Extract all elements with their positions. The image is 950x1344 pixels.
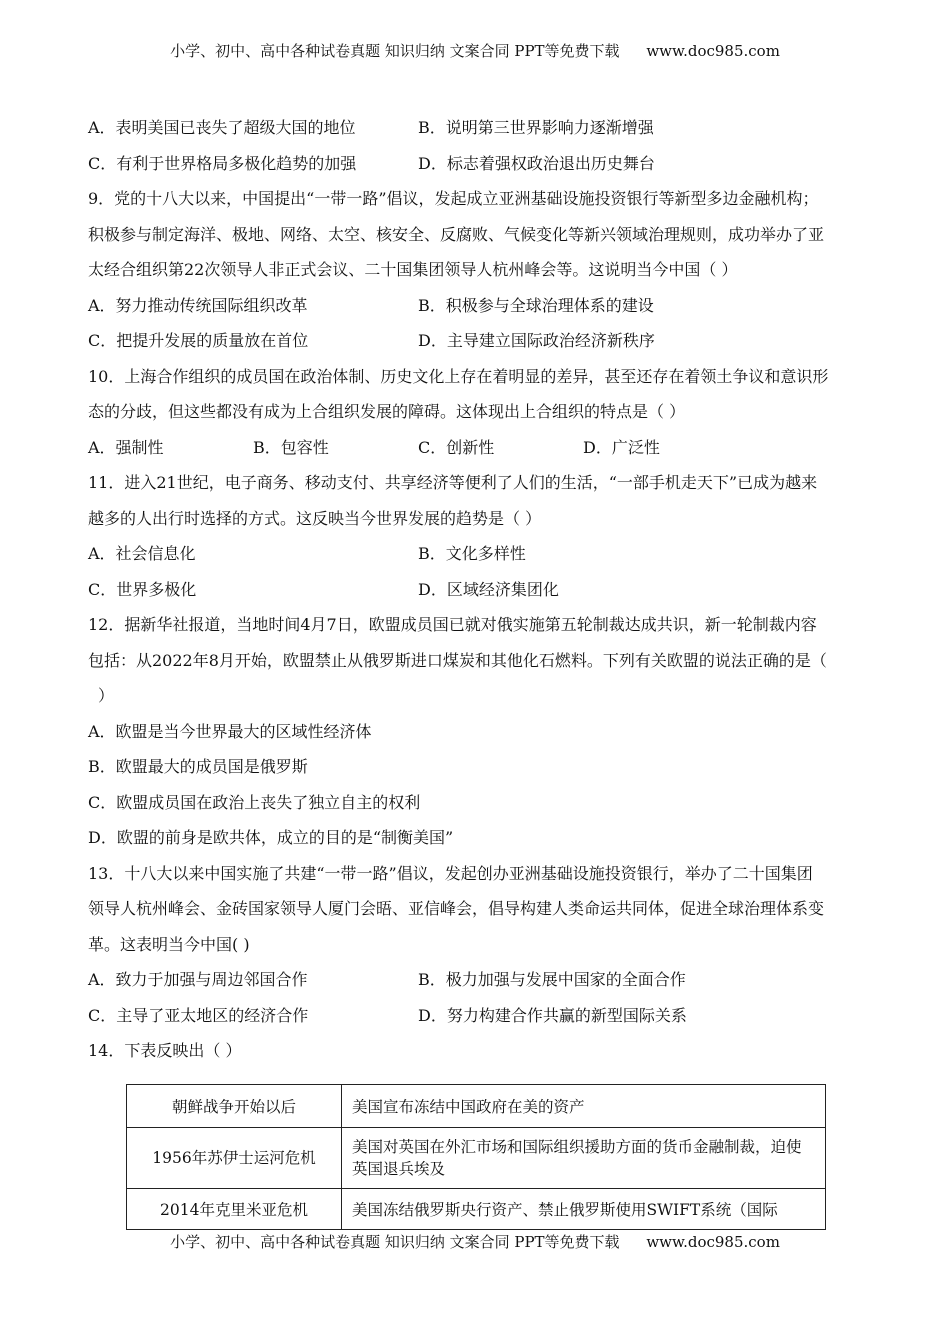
- q13-option-d: D．努力构建合作共赢的新型国际关系: [418, 1005, 687, 1025]
- q12-stem-line-1: 12．据新华社报道，当地时间4月7日，欧盟成员国已就对俄实施第五轮制裁达成共识，新一轮制裁内容: [88, 615, 817, 634]
- q12-option-b: B．欧盟最大的成员国是俄罗斯: [88, 757, 308, 776]
- table-row: [127, 1189, 826, 1230]
- q10-option-c: C．创新性: [418, 437, 495, 457]
- table-cell-action: 美国宣布冻结中国政府在美的资产: [342, 1085, 826, 1128]
- q11-option-a: A．社会信息化: [88, 544, 196, 563]
- page-header: [0, 40, 950, 61]
- table-cell-event: 1956年苏伊士运河危机: [127, 1128, 342, 1189]
- exam-content: [88, 110, 868, 1069]
- q8-option-c: C．有利于世界格局多极化趋势的加强: [88, 153, 357, 173]
- q10-option-a: A．强制性: [88, 437, 164, 457]
- table-cell-event: 2014年克里米亚危机: [127, 1189, 342, 1230]
- q13-options-row2: [88, 998, 868, 1034]
- q9-options-row1: [88, 288, 868, 324]
- q12-stem-line-2: 包括：从2022年8月开始，欧盟禁止从俄罗斯进口煤炭和其他化石燃料。下列有关欧盟的说法正确的是（: [88, 650, 827, 670]
- q8-option-a: A．表明美国已丧失了超级大国的地位: [88, 118, 356, 137]
- q10-option-b: B．包容性: [253, 437, 329, 457]
- q13-option-a: A．致力于加强与周边邻国合作: [88, 970, 308, 989]
- q13-options-row1: [88, 962, 868, 998]
- q9-stem-line-3: 太经合组织第22次领导人非正式会议、二十国集团领导人杭州峰会等。这说明当今中国（ ）: [88, 260, 738, 279]
- q13-stem-line-2: 领导人杭州峰会、金砖国家领导人厦门会晤、亚信峰会，倡导构建人类命运共同体，促进全球治理体系变: [88, 899, 825, 918]
- q9-option-d: D．主导建立国际政治经济新秩序: [418, 331, 655, 350]
- q10-options-row: [88, 430, 868, 466]
- q11-options-row1: [88, 536, 868, 572]
- q11-option-b: B．文化多样性: [418, 544, 526, 563]
- header-url[interactable]: www.doc985.com: [646, 42, 780, 60]
- q8-option-b: B．说明第三世界影响力逐渐增强: [418, 118, 654, 137]
- q11-stem-line-2: 越多的人出行时选择的方式。这反映当今世界发展的趋势是（ ）: [88, 508, 542, 528]
- table-cell-action: 美国冻结俄罗斯央行资产、禁止俄罗斯使用SWIFT系统（国际: [342, 1189, 826, 1230]
- q13-option-b: B．极力加强与发展中国家的全面合作: [418, 970, 686, 989]
- q8-option-d: D．标志着强权政治退出历史舞台: [418, 153, 655, 173]
- q11-options-row2: [88, 572, 868, 608]
- q12-option-c: C．欧盟成员国在政治上丧失了独立自主的权利: [88, 792, 421, 812]
- q12-option-a: A．欧盟是当今世界最大的区域性经济体: [88, 721, 372, 741]
- page-footer: [0, 1231, 950, 1252]
- q9-option-c: C．把提升发展的质量放在首位: [88, 331, 309, 350]
- q14-stem: 14．下表反映出（ ）: [88, 1041, 242, 1060]
- q8-options-row1: [88, 110, 868, 146]
- table-cell-event: 朝鲜战争开始以后: [127, 1085, 342, 1128]
- table-row: [127, 1128, 826, 1189]
- q13-stem-line-3: 革。这表明当今中国( ): [88, 934, 250, 954]
- table-row: [127, 1085, 826, 1128]
- table-cell-action: 美国对英国在外汇市场和国际组织援助方面的货币金融制裁，迫使英国退兵埃及: [342, 1128, 826, 1189]
- q13-option-c: C．主导了亚太地区的经济合作: [88, 1005, 309, 1025]
- q12-option-d: D．欧盟的前身是欧共体，成立的目的是“制衡美国”: [88, 828, 454, 847]
- header-text: 小学、初中、高中各种试卷真题 知识归纳 文案合同 PPT等免费下载: [170, 42, 620, 60]
- q9-option-b: B．积极参与全球治理体系的建设: [418, 295, 654, 315]
- q10-stem-line-1: 10．上海合作组织的成员国在政治体制、历史文化上存在着明显的差异，甚至还存在着领土争议和意识形: [88, 366, 829, 386]
- q11-option-d: D．区域经济集团化: [418, 579, 559, 599]
- q10-stem-line-2: 态的分歧，但这些都没有成为上合组织发展的障碍。这体现出上合组织的特点是（ ）: [88, 402, 686, 421]
- q12-stem-line-3: ）: [98, 686, 115, 705]
- q10-option-d: D．广泛性: [583, 437, 660, 457]
- q11-option-c: C．世界多极化: [88, 579, 197, 599]
- q11-stem-line-1: 11．进入21世纪，电子商务、移动支付、共享经济等便利了人们的生活，“一部手机走天下”已成为越来: [88, 473, 818, 492]
- q9-stem-line-1: 9．党的十八大以来，中国提出“一带一路”倡议，发起成立亚洲基础设施投资银行等新型多边金融机构；: [88, 189, 819, 208]
- q14-table: [126, 1084, 826, 1230]
- q9-options-row2: [88, 323, 868, 359]
- footer-url[interactable]: www.doc985.com: [646, 1233, 780, 1251]
- q9-stem-line-2: 积极参与制定海洋、极地、网络、太空、核安全、反腐败、气候变化等新兴领域治理规则，成功举办了亚: [88, 224, 825, 244]
- footer-text: 小学、初中、高中各种试卷真题 知识归纳 文案合同 PPT等免费下载: [170, 1233, 620, 1251]
- q13-stem-line-1: 13．十八大以来中国实施了共建“一带一路”倡议，发起创办亚洲基础设施投资银行，举办了二十国集团: [88, 863, 813, 883]
- q8-options-row2: [88, 146, 868, 182]
- q9-option-a: A．努力推动传统国际组织改革: [88, 295, 308, 315]
